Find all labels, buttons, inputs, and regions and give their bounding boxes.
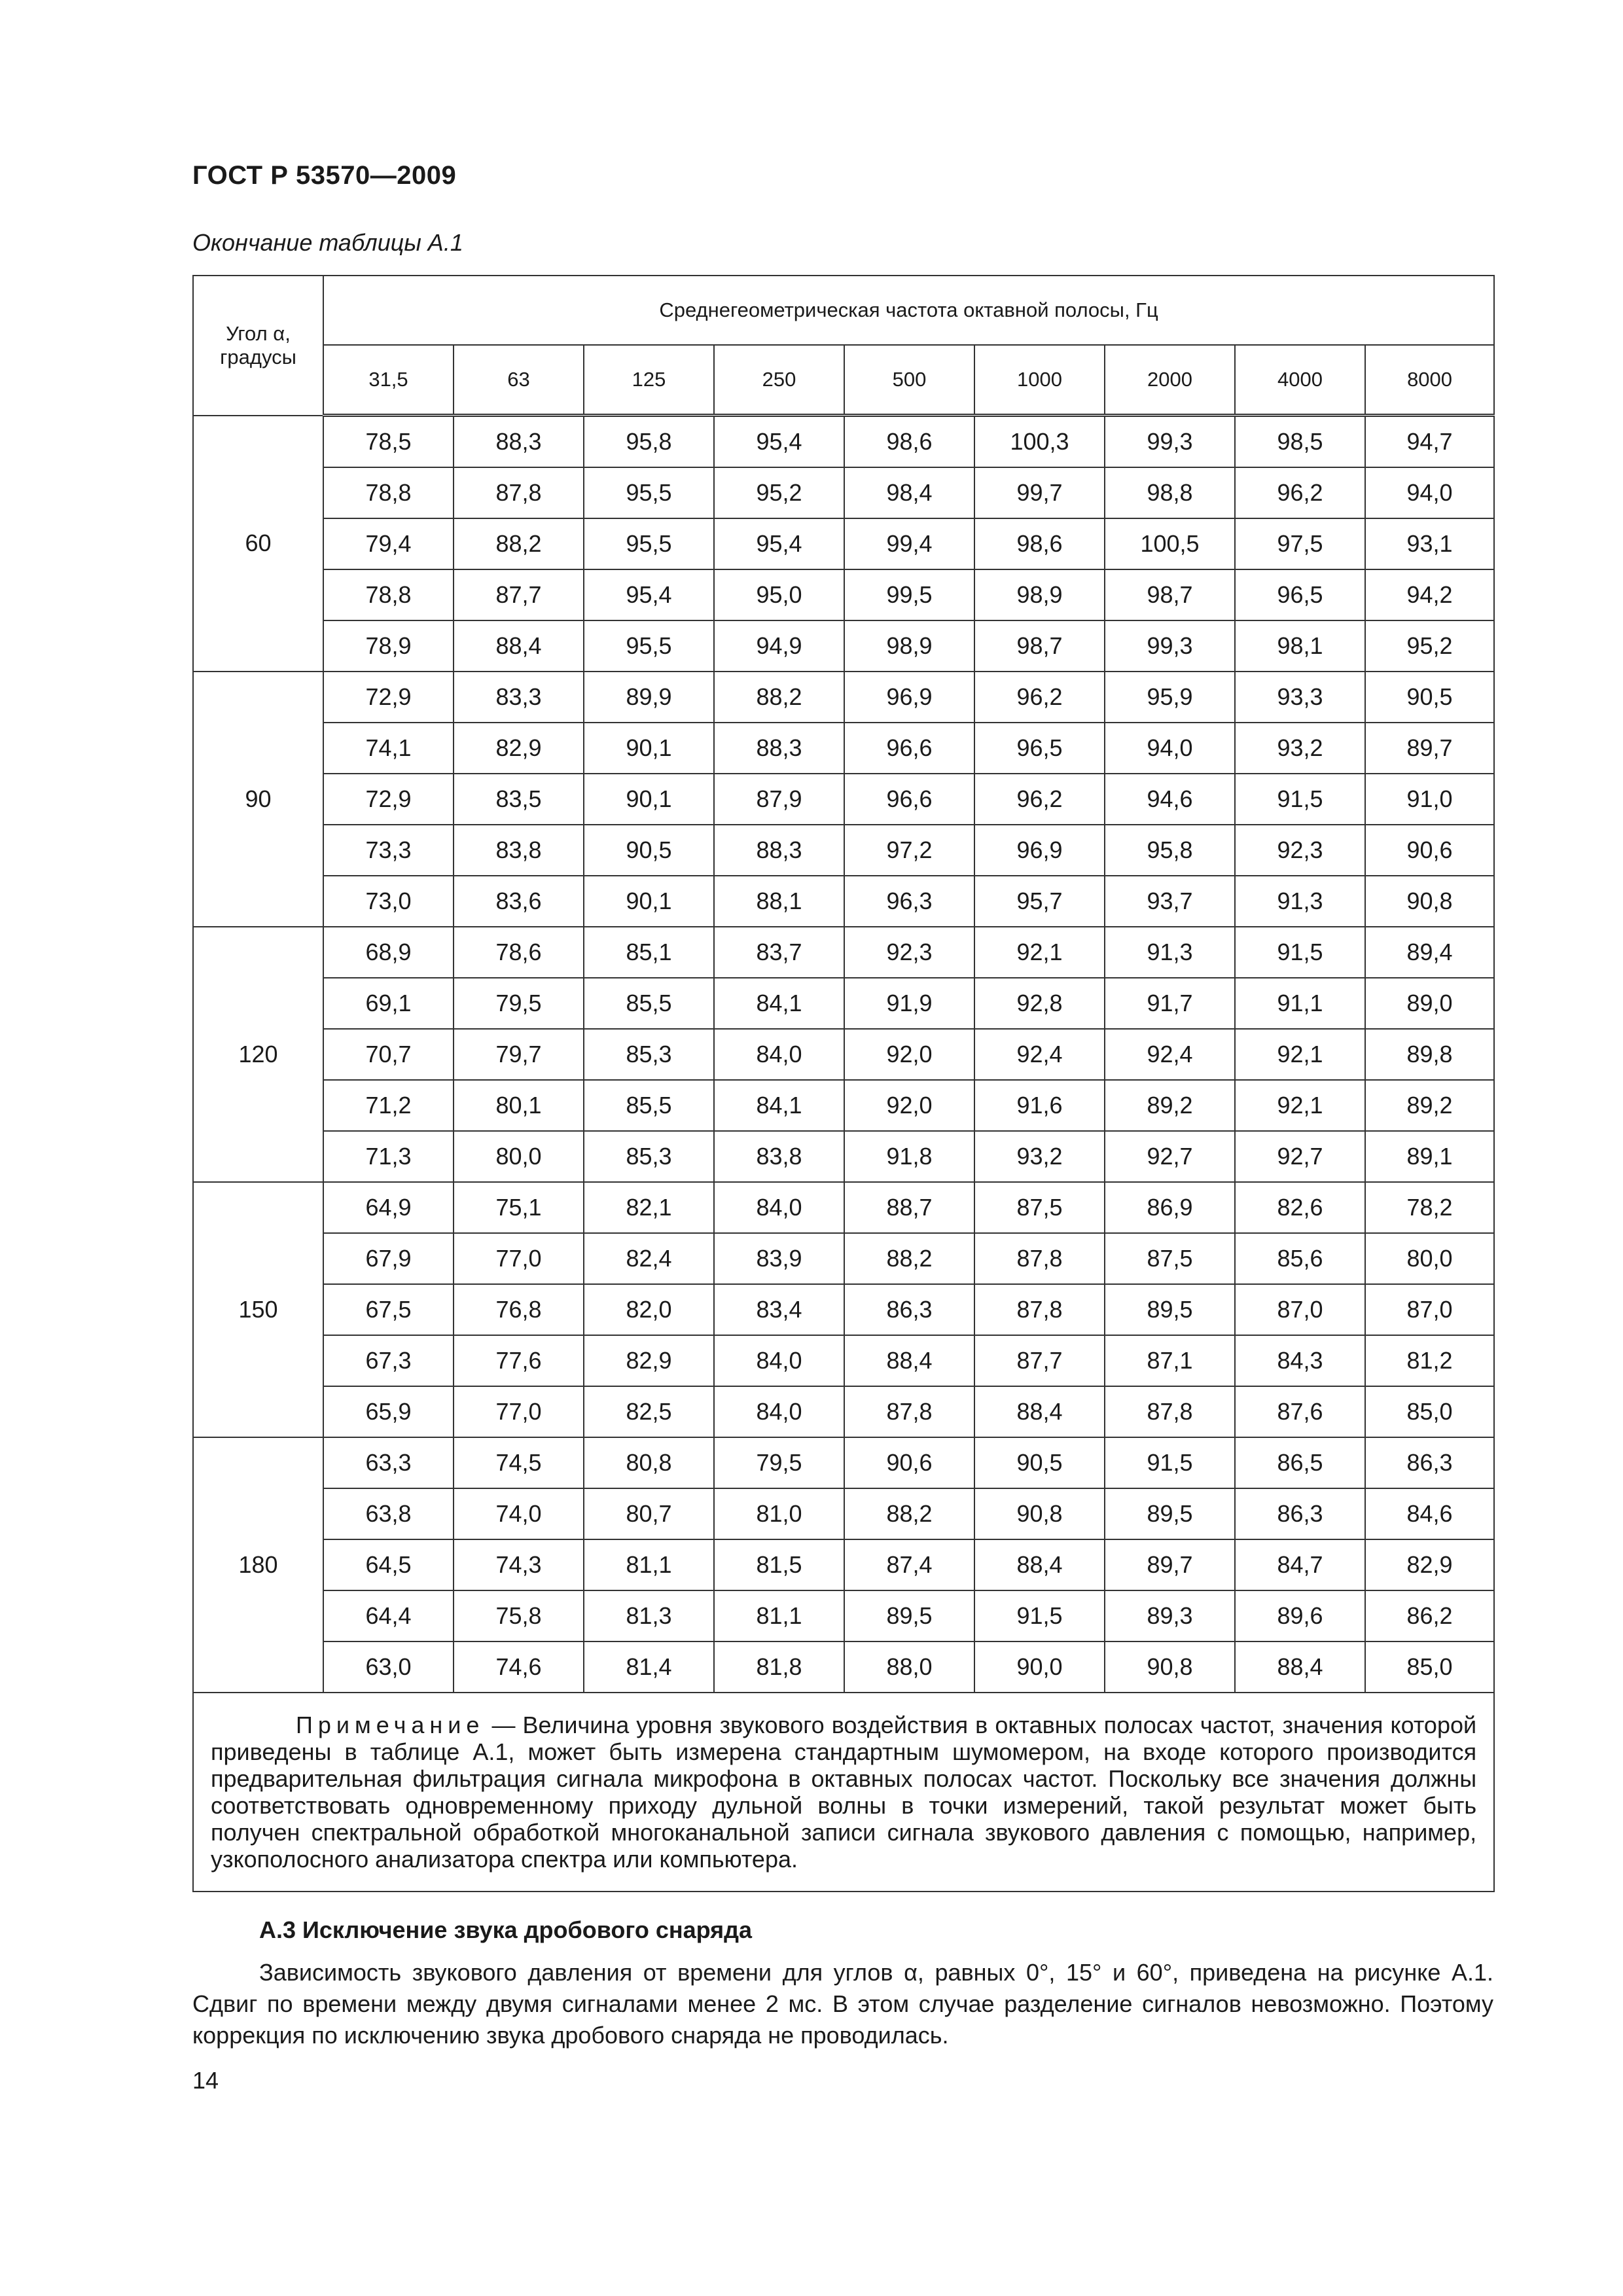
value-cell: 83,8 — [454, 825, 584, 876]
table-caption: Окончание таблицы А.1 — [192, 229, 463, 256]
value-cell: 81,1 — [714, 1590, 844, 1641]
value-cell: 80,7 — [584, 1488, 714, 1539]
value-cell: 63,3 — [323, 1437, 454, 1488]
value-cell: 87,6 — [1235, 1386, 1365, 1437]
value-cell: 91,9 — [844, 978, 974, 1029]
value-cell: 92,0 — [844, 1080, 974, 1131]
table-row — [193, 1029, 1494, 1080]
frequency-cell: 500 — [844, 345, 974, 416]
value-cell: 98,1 — [1235, 620, 1365, 672]
value-cell: 89,3 — [1105, 1590, 1235, 1641]
value-cell: 86,3 — [844, 1284, 974, 1335]
value-cell: 91,3 — [1235, 876, 1365, 927]
value-cell: 83,6 — [454, 876, 584, 927]
value-cell: 96,5 — [1235, 569, 1365, 620]
frequency-cell: 250 — [714, 345, 844, 416]
value-cell: 83,9 — [714, 1233, 844, 1284]
table-row — [193, 927, 1494, 978]
value-cell: 94,6 — [1105, 774, 1235, 825]
value-cell: 72,9 — [323, 672, 454, 723]
table-row — [193, 1437, 1494, 1488]
value-cell: 89,7 — [1105, 1539, 1235, 1590]
value-cell: 93,2 — [1235, 723, 1365, 774]
value-cell: 96,5 — [974, 723, 1105, 774]
value-cell: 74,3 — [454, 1539, 584, 1590]
value-cell: 67,3 — [323, 1335, 454, 1386]
value-cell: 92,8 — [974, 978, 1105, 1029]
value-cell: 85,6 — [1235, 1233, 1365, 1284]
value-cell: 98,7 — [974, 620, 1105, 672]
value-cell: 78,6 — [454, 927, 584, 978]
value-cell: 91,8 — [844, 1131, 974, 1182]
frequency-cell: 2000 — [1105, 345, 1235, 416]
value-cell: 68,9 — [323, 927, 454, 978]
value-cell: 88,7 — [844, 1182, 974, 1233]
value-cell: 88,4 — [974, 1539, 1105, 1590]
value-cell: 95,2 — [714, 467, 844, 518]
value-cell: 85,0 — [1365, 1641, 1494, 1693]
value-cell: 87,0 — [1235, 1284, 1365, 1335]
value-cell: 89,1 — [1365, 1131, 1494, 1182]
value-cell: 77,6 — [454, 1335, 584, 1386]
value-cell: 77,0 — [454, 1233, 584, 1284]
value-cell: 90,6 — [1365, 825, 1494, 876]
value-cell: 90,1 — [584, 774, 714, 825]
table-row — [193, 723, 1494, 774]
value-cell: 95,5 — [584, 620, 714, 672]
value-cell: 69,1 — [323, 978, 454, 1029]
table-row — [193, 416, 1494, 468]
value-cell: 88,2 — [714, 672, 844, 723]
frequency-cell: 8000 — [1365, 345, 1494, 416]
value-cell: 91,7 — [1105, 978, 1235, 1029]
value-cell: 87,8 — [1105, 1386, 1235, 1437]
value-cell: 83,3 — [454, 672, 584, 723]
table-body — [193, 416, 1494, 1693]
value-cell: 89,4 — [1365, 927, 1494, 978]
value-cell: 84,0 — [714, 1335, 844, 1386]
value-cell: 97,2 — [844, 825, 974, 876]
value-cell: 98,6 — [844, 416, 974, 468]
document-code: ГОСТ Р 53570—2009 — [192, 161, 457, 190]
value-cell: 91,5 — [1235, 927, 1365, 978]
value-cell: 87,7 — [454, 569, 584, 620]
value-cell: 91,1 — [1235, 978, 1365, 1029]
value-cell: 67,9 — [323, 1233, 454, 1284]
value-cell: 95,7 — [974, 876, 1105, 927]
value-cell: 100,3 — [974, 416, 1105, 468]
value-cell: 99,4 — [844, 518, 974, 569]
value-cell: 82,6 — [1235, 1182, 1365, 1233]
value-cell: 94,7 — [1365, 416, 1494, 468]
value-cell: 90,5 — [1365, 672, 1494, 723]
value-cell: 81,3 — [584, 1590, 714, 1641]
value-cell: 92,0 — [844, 1029, 974, 1080]
value-cell: 89,9 — [584, 672, 714, 723]
value-cell: 95,4 — [714, 518, 844, 569]
value-cell: 90,0 — [974, 1641, 1105, 1693]
value-cell: 85,3 — [584, 1131, 714, 1182]
value-cell: 84,1 — [714, 978, 844, 1029]
value-cell: 84,7 — [1235, 1539, 1365, 1590]
table-row — [193, 1182, 1494, 1233]
value-cell: 92,7 — [1105, 1131, 1235, 1182]
value-cell: 71,2 — [323, 1080, 454, 1131]
value-cell: 96,6 — [844, 723, 974, 774]
angle-cell: 60 — [193, 416, 323, 672]
value-cell: 65,9 — [323, 1386, 454, 1437]
value-cell: 81,2 — [1365, 1335, 1494, 1386]
value-cell: 89,5 — [1105, 1284, 1235, 1335]
value-cell: 95,8 — [1105, 825, 1235, 876]
frequency-cell: 63 — [454, 345, 584, 416]
value-cell: 86,3 — [1235, 1488, 1365, 1539]
value-cell: 87,8 — [974, 1284, 1105, 1335]
value-cell: 88,4 — [1235, 1641, 1365, 1693]
table-row — [193, 1335, 1494, 1386]
value-cell: 87,8 — [454, 467, 584, 518]
value-cell: 78,8 — [323, 467, 454, 518]
table-row — [193, 825, 1494, 876]
value-cell: 74,6 — [454, 1641, 584, 1693]
value-cell: 88,2 — [454, 518, 584, 569]
value-cell: 92,7 — [1235, 1131, 1365, 1182]
value-cell: 92,4 — [1105, 1029, 1235, 1080]
value-cell: 82,9 — [1365, 1539, 1494, 1590]
value-cell: 83,4 — [714, 1284, 844, 1335]
value-cell: 95,9 — [1105, 672, 1235, 723]
table-row — [193, 774, 1494, 825]
value-cell: 81,4 — [584, 1641, 714, 1693]
value-cell: 84,0 — [714, 1182, 844, 1233]
frequency-cell: 1000 — [974, 345, 1105, 416]
value-cell: 90,5 — [584, 825, 714, 876]
value-cell: 85,3 — [584, 1029, 714, 1080]
frequency-cell: 125 — [584, 345, 714, 416]
table-row — [193, 1386, 1494, 1437]
value-cell: 83,8 — [714, 1131, 844, 1182]
value-cell: 91,3 — [1105, 927, 1235, 978]
value-cell: 94,0 — [1105, 723, 1235, 774]
value-cell: 82,5 — [584, 1386, 714, 1437]
value-cell: 84,6 — [1365, 1488, 1494, 1539]
value-cell: 93,3 — [1235, 672, 1365, 723]
frequency-row — [193, 345, 1494, 416]
value-cell: 92,3 — [844, 927, 974, 978]
value-cell: 84,0 — [714, 1386, 844, 1437]
table-row — [193, 978, 1494, 1029]
value-cell: 83,7 — [714, 927, 844, 978]
value-cell: 88,2 — [844, 1233, 974, 1284]
value-cell: 87,1 — [1105, 1335, 1235, 1386]
value-cell: 77,0 — [454, 1386, 584, 1437]
frequency-cell: 4000 — [1235, 345, 1365, 416]
value-cell: 64,5 — [323, 1539, 454, 1590]
value-cell: 86,5 — [1235, 1437, 1365, 1488]
frequency-table — [192, 275, 1495, 1892]
value-cell: 87,9 — [714, 774, 844, 825]
value-cell: 88,2 — [844, 1488, 974, 1539]
note-text: — Величина уровня звукового воздействия в октавных полосах частот, значения которой приведены в таблице А.1, может быть измерена стандартным шумомером, на входе которого производится предварительная фильтрация сигнала микрофона в октавных полосах частот. Поскольку все значения должны соответствовать одновременному приходу дульной волны в точки измерений, такой результат может быть получен спектральной обработкой многоканальной записи сигнала звукового давления с помощью, например, узкополосного анализатора спектра или компьютера. — [211, 1712, 1477, 1873]
value-cell: 81,5 — [714, 1539, 844, 1590]
value-cell: 92,3 — [1235, 825, 1365, 876]
value-cell: 88,0 — [844, 1641, 974, 1693]
note-label: Примечание — [296, 1712, 485, 1738]
value-cell: 96,2 — [974, 774, 1105, 825]
table-row — [193, 518, 1494, 569]
value-cell: 89,0 — [1365, 978, 1494, 1029]
value-cell: 99,3 — [1105, 416, 1235, 468]
frequency-header: Среднегеометрическая частота октавной полосы, Гц — [323, 276, 1494, 345]
value-cell: 89,8 — [1365, 1029, 1494, 1080]
value-cell: 87,8 — [974, 1233, 1105, 1284]
value-cell: 84,3 — [1235, 1335, 1365, 1386]
value-cell: 85,0 — [1365, 1386, 1494, 1437]
value-cell: 80,1 — [454, 1080, 584, 1131]
table-row — [193, 672, 1494, 723]
value-cell: 99,3 — [1105, 620, 1235, 672]
value-cell: 92,1 — [1235, 1080, 1365, 1131]
value-cell: 79,7 — [454, 1029, 584, 1080]
value-cell: 74,5 — [454, 1437, 584, 1488]
value-cell: 93,1 — [1365, 518, 1494, 569]
value-cell: 81,8 — [714, 1641, 844, 1693]
table-row — [193, 876, 1494, 927]
section-heading: А.3 Исключение звука дробового снаряда — [259, 1916, 753, 1943]
value-cell: 89,5 — [1105, 1488, 1235, 1539]
value-cell: 87,0 — [1365, 1284, 1494, 1335]
value-cell: 87,7 — [974, 1335, 1105, 1386]
value-cell: 88,3 — [714, 825, 844, 876]
value-cell: 95,0 — [714, 569, 844, 620]
value-cell: 99,5 — [844, 569, 974, 620]
value-cell: 88,3 — [454, 416, 584, 468]
value-cell: 90,1 — [584, 876, 714, 927]
value-cell: 88,3 — [714, 723, 844, 774]
value-cell: 71,3 — [323, 1131, 454, 1182]
value-cell: 74,1 — [323, 723, 454, 774]
value-cell: 90,8 — [974, 1488, 1105, 1539]
value-cell: 82,0 — [584, 1284, 714, 1335]
value-cell: 86,9 — [1105, 1182, 1235, 1233]
section-paragraph: Зависимость звукового давления от времени для углов α, равных 0°, 15° и 60°, приведена на рисунке А.1. Сдвиг по времени между двумя сигналами менее 2 мс. В этом случае разделение сигналов невозможно. Поэтому коррекция по исключению звука дробового снаряда не проводилась. — [192, 1959, 1493, 2049]
value-cell: 87,4 — [844, 1539, 974, 1590]
value-cell: 98,8 — [1105, 467, 1235, 518]
table-row — [193, 1590, 1494, 1641]
value-cell: 91,0 — [1365, 774, 1494, 825]
value-cell: 91,5 — [1235, 774, 1365, 825]
value-cell: 64,4 — [323, 1590, 454, 1641]
value-cell: 64,9 — [323, 1182, 454, 1233]
value-cell: 91,5 — [974, 1590, 1105, 1641]
value-cell: 75,8 — [454, 1590, 584, 1641]
value-cell: 90,1 — [584, 723, 714, 774]
table-row — [193, 1539, 1494, 1590]
value-cell: 96,2 — [974, 672, 1105, 723]
table-row — [193, 1131, 1494, 1182]
table-note — [193, 1693, 1494, 1892]
value-cell: 94,0 — [1365, 467, 1494, 518]
value-cell: 87,5 — [974, 1182, 1105, 1233]
value-cell: 84,1 — [714, 1080, 844, 1131]
table-row — [193, 1233, 1494, 1284]
value-cell: 86,3 — [1365, 1437, 1494, 1488]
value-cell: 89,2 — [1105, 1080, 1235, 1131]
value-cell: 74,0 — [454, 1488, 584, 1539]
value-cell: 87,8 — [844, 1386, 974, 1437]
value-cell: 95,5 — [584, 518, 714, 569]
table-row — [193, 1488, 1494, 1539]
value-cell: 87,5 — [1105, 1233, 1235, 1284]
value-cell: 89,5 — [844, 1590, 974, 1641]
value-cell: 90,6 — [844, 1437, 974, 1488]
table-row — [193, 1080, 1494, 1131]
value-cell: 82,1 — [584, 1182, 714, 1233]
value-cell: 92,4 — [974, 1029, 1105, 1080]
value-cell: 81,0 — [714, 1488, 844, 1539]
value-cell: 76,8 — [454, 1284, 584, 1335]
value-cell: 90,8 — [1365, 876, 1494, 927]
value-cell: 78,2 — [1365, 1182, 1494, 1233]
value-cell: 89,2 — [1365, 1080, 1494, 1131]
value-cell: 95,2 — [1365, 620, 1494, 672]
value-cell: 96,3 — [844, 876, 974, 927]
value-cell: 72,9 — [323, 774, 454, 825]
value-cell: 96,2 — [1235, 467, 1365, 518]
value-cell: 70,7 — [323, 1029, 454, 1080]
value-cell: 93,2 — [974, 1131, 1105, 1182]
value-cell: 82,9 — [584, 1335, 714, 1386]
value-cell: 96,6 — [844, 774, 974, 825]
value-cell: 85,5 — [584, 978, 714, 1029]
value-cell: 88,4 — [844, 1335, 974, 1386]
section-body — [192, 1957, 1493, 2051]
value-cell: 75,1 — [454, 1182, 584, 1233]
value-cell: 98,6 — [974, 518, 1105, 569]
value-cell: 86,2 — [1365, 1590, 1494, 1641]
value-cell: 100,5 — [1105, 518, 1235, 569]
value-cell: 93,7 — [1105, 876, 1235, 927]
value-cell: 79,5 — [454, 978, 584, 1029]
value-cell: 91,6 — [974, 1080, 1105, 1131]
value-cell: 88,4 — [974, 1386, 1105, 1437]
value-cell: 80,8 — [584, 1437, 714, 1488]
value-cell: 91,5 — [1105, 1437, 1235, 1488]
table-row — [193, 569, 1494, 620]
angle-cell: 180 — [193, 1437, 323, 1693]
value-cell: 73,3 — [323, 825, 454, 876]
value-cell: 73,0 — [323, 876, 454, 927]
value-cell: 67,5 — [323, 1284, 454, 1335]
table-row — [193, 1284, 1494, 1335]
value-cell: 90,8 — [1105, 1641, 1235, 1693]
value-cell: 63,8 — [323, 1488, 454, 1539]
value-cell: 98,9 — [974, 569, 1105, 620]
value-cell: 95,4 — [714, 416, 844, 468]
value-cell: 82,9 — [454, 723, 584, 774]
value-cell: 80,0 — [454, 1131, 584, 1182]
angle-header: Угол α, градусы — [193, 276, 323, 416]
angle-cell: 150 — [193, 1182, 323, 1437]
value-cell: 98,7 — [1105, 569, 1235, 620]
value-cell: 88,4 — [454, 620, 584, 672]
table-row — [193, 467, 1494, 518]
value-cell: 78,9 — [323, 620, 454, 672]
value-cell: 95,5 — [584, 467, 714, 518]
value-cell: 98,9 — [844, 620, 974, 672]
value-cell: 90,5 — [974, 1437, 1105, 1488]
table-row — [193, 1641, 1494, 1693]
value-cell: 98,5 — [1235, 416, 1365, 468]
value-cell: 89,7 — [1365, 723, 1494, 774]
value-cell: 92,1 — [974, 927, 1105, 978]
value-cell: 83,5 — [454, 774, 584, 825]
value-cell: 85,5 — [584, 1080, 714, 1131]
value-cell: 98,4 — [844, 467, 974, 518]
value-cell: 96,9 — [844, 672, 974, 723]
frequency-cell: 31,5 — [323, 345, 454, 416]
value-cell: 88,1 — [714, 876, 844, 927]
value-cell: 81,1 — [584, 1539, 714, 1590]
value-cell: 78,5 — [323, 416, 454, 468]
value-cell: 95,4 — [584, 569, 714, 620]
value-cell: 95,8 — [584, 416, 714, 468]
value-cell: 82,4 — [584, 1233, 714, 1284]
value-cell: 78,8 — [323, 569, 454, 620]
value-cell: 79,5 — [714, 1437, 844, 1488]
table-row — [193, 620, 1494, 672]
value-cell: 85,1 — [584, 927, 714, 978]
value-cell: 94,2 — [1365, 569, 1494, 620]
value-cell: 89,6 — [1235, 1590, 1365, 1641]
value-cell: 63,0 — [323, 1641, 454, 1693]
angle-cell: 120 — [193, 927, 323, 1182]
page-number: 14 — [192, 2067, 219, 2094]
value-cell: 84,0 — [714, 1029, 844, 1080]
value-cell: 94,9 — [714, 620, 844, 672]
value-cell: 80,0 — [1365, 1233, 1494, 1284]
angle-cell: 90 — [193, 672, 323, 927]
value-cell: 99,7 — [974, 467, 1105, 518]
value-cell: 96,9 — [974, 825, 1105, 876]
value-cell: 79,4 — [323, 518, 454, 569]
value-cell: 97,5 — [1235, 518, 1365, 569]
value-cell: 92,1 — [1235, 1029, 1365, 1080]
